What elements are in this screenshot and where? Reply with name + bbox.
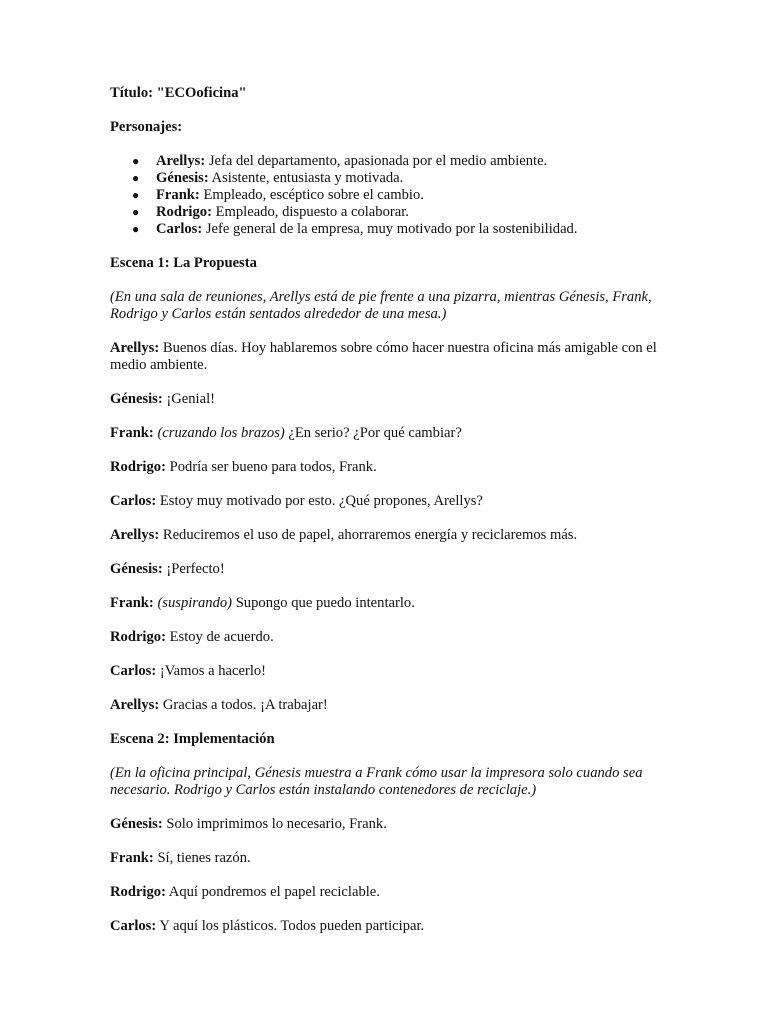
character-desc: Empleado, escéptico sobre el cambio. <box>203 187 424 203</box>
speaker: Rodrigo: <box>110 884 166 900</box>
list-item <box>110 204 670 221</box>
dialogue-line <box>110 816 670 833</box>
speaker: Carlos: <box>110 663 157 679</box>
dialogue-text: Estoy muy motivado por esto. ¿Qué propones, Arellys? <box>159 493 483 509</box>
dialogue-text: Sí, tienes razón. <box>157 850 251 866</box>
dialogue-text: ¡Vamos a hacerlo! <box>159 663 267 679</box>
document-title <box>110 85 670 102</box>
speaker: Arellys: <box>110 527 160 543</box>
dialogue-text: ¡Genial! <box>166 391 215 407</box>
scene-2-heading: Escena 2: Implementación <box>110 731 275 747</box>
dialogue-line <box>110 663 670 680</box>
dialogue-line <box>110 884 670 901</box>
speaker: Arellys: <box>110 340 160 356</box>
list-item <box>110 170 670 187</box>
dialogue-text: Podría ser bueno para todos, Frank. <box>169 459 377 475</box>
dialogue-line <box>110 340 670 374</box>
dialogue-line <box>110 425 670 442</box>
dialogue-text: Y aquí los plásticos. Todos pueden participar. <box>159 918 425 934</box>
script-page <box>110 85 670 952</box>
dialogue-text: Supongo que puedo intentarlo. <box>235 595 415 611</box>
character-name: Rodrigo: <box>156 204 212 220</box>
speaker: Rodrigo: <box>110 459 166 475</box>
dialogue-line <box>110 629 670 646</box>
character-desc: Jefe general de la empresa, muy motivado por la sostenibilidad. <box>205 221 578 237</box>
speaker: Génesis: <box>110 816 163 832</box>
character-desc: Asistente, entusiasta y motivada. <box>211 170 404 186</box>
dialogue-line <box>110 595 670 612</box>
character-desc: Empleado, dispuesto a colaborar. <box>215 204 409 220</box>
character-name: Carlos: <box>156 221 203 237</box>
scene-2-stage-direction: (En la oficina principal, Génesis muestra a Frank cómo usar la impresora solo cuando sea necesario. Rodrigo y Carlos están instalando contenedores de reciclaje.) <box>110 765 643 798</box>
character-name: Frank: <box>156 187 200 203</box>
dialogue-text: Solo imprimimos lo necesario, Frank. <box>166 816 387 832</box>
dialogue-text: ¿En serio? ¿Por qué cambiar? <box>288 425 462 441</box>
list-item <box>110 153 670 170</box>
speaker: Carlos: <box>110 493 157 509</box>
speaker: Génesis: <box>110 391 163 407</box>
scene-1-heading: Escena 1: La Propuesta <box>110 255 257 271</box>
bullet-icon: ● <box>132 222 140 236</box>
dialogue-line <box>110 850 670 867</box>
dialogue-line <box>110 918 670 935</box>
dialogue-text: Buenos días. Hoy hablaremos sobre cómo hacer nuestra oficina más amigable con el medio ambiente. <box>110 340 657 373</box>
bullet-icon: ● <box>132 205 140 219</box>
speaker: Frank: <box>110 595 154 611</box>
characters-heading: Personajes: <box>110 119 183 135</box>
scene-1-stage-direction: (En una sala de reuniones, Arellys está de pie frente a una pizarra, mientras Génesis, Frank, Rodrigo y Carlos están sentados alrededor de una mesa.) <box>110 289 652 322</box>
character-desc: Jefa del departamento, apasionada por el medio ambiente. <box>208 153 548 169</box>
bullet-icon: ● <box>132 171 140 185</box>
title-value: "ECOoficina" <box>156 85 247 101</box>
dialogue-text: Gracias a todos. ¡A trabajar! <box>162 697 328 713</box>
character-name: Arellys: <box>156 153 206 169</box>
speaker: Génesis: <box>110 561 163 577</box>
speaker: Arellys: <box>110 697 160 713</box>
speaker: Rodrigo: <box>110 629 166 645</box>
dialogue-text: Estoy de acuerdo. <box>169 629 274 645</box>
stage-aside: (cruzando los brazos) <box>157 425 285 441</box>
character-list <box>110 153 670 238</box>
list-item <box>110 221 670 238</box>
bullet-icon: ● <box>132 188 140 202</box>
dialogue-text: ¡Perfecto! <box>166 561 225 577</box>
stage-aside: (suspirando) <box>157 595 233 611</box>
dialogue-text: Reduciremos el uso de papel, ahorraremos energía y reciclaremos más. <box>162 527 578 543</box>
list-item <box>110 187 670 204</box>
title-label: Título: <box>110 85 153 101</box>
speaker: Carlos: <box>110 918 157 934</box>
dialogue-line <box>110 561 670 578</box>
dialogue-line <box>110 459 670 476</box>
speaker: Frank: <box>110 850 154 866</box>
character-name: Génesis: <box>156 170 209 186</box>
dialogue-line <box>110 391 670 408</box>
dialogue-line <box>110 527 670 544</box>
dialogue-line <box>110 493 670 510</box>
bullet-icon: ● <box>132 154 140 168</box>
speaker: Frank: <box>110 425 154 441</box>
dialogue-text: Aquí pondremos el papel reciclable. <box>168 884 380 900</box>
dialogue-line <box>110 697 670 714</box>
